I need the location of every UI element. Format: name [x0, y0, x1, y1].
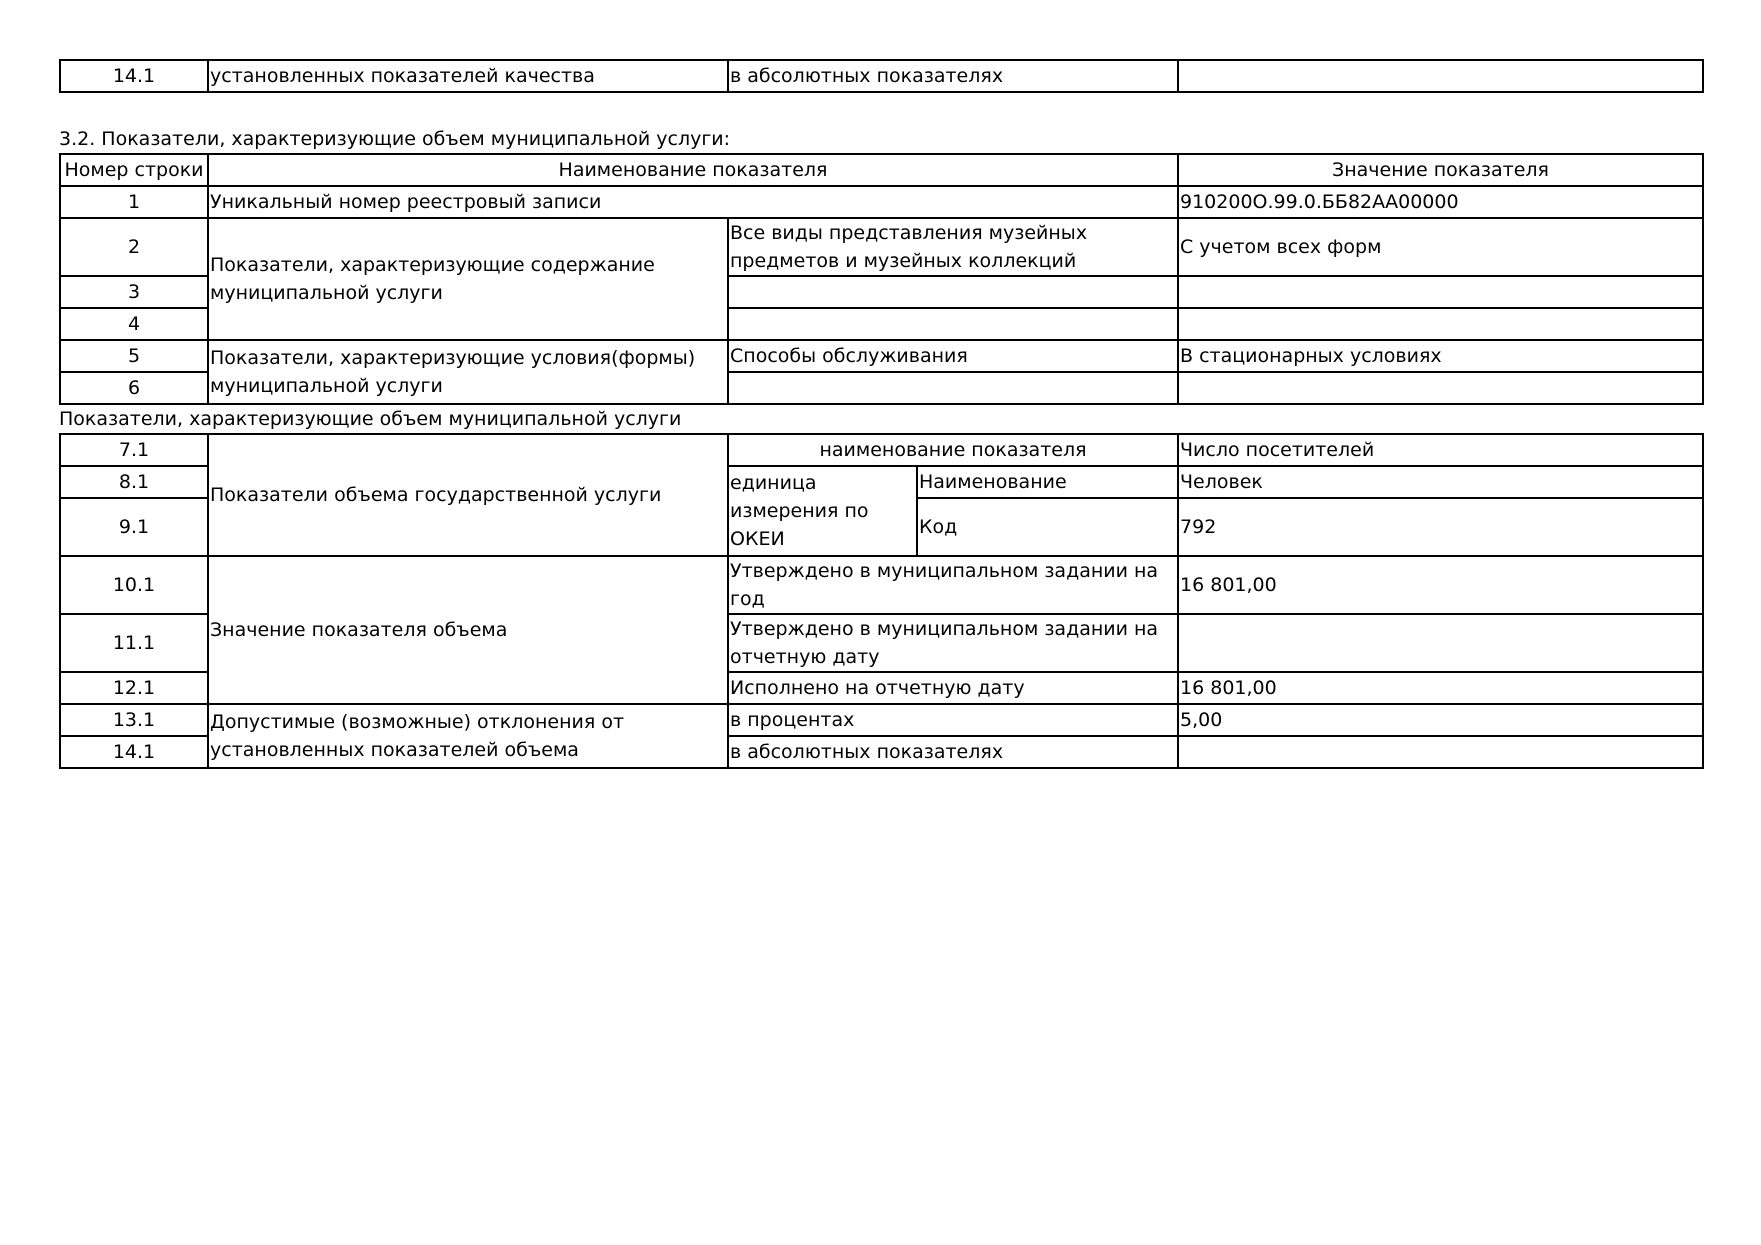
row-number: 10.1: [60, 556, 208, 614]
indicator-value: 792: [1178, 498, 1703, 556]
row-number: 2: [60, 218, 208, 276]
indicator-value: 16 801,00: [1178, 672, 1703, 704]
indicator-label: Утверждено в муниципальном задании на отчетную дату: [728, 614, 1178, 672]
row-number: 11.1: [60, 614, 208, 672]
table-row: [60, 218, 1703, 276]
volume-content-table: [59, 153, 1704, 405]
table-row: [60, 186, 1703, 218]
row-number: 1: [60, 186, 208, 218]
quality-table-tail: [59, 59, 1704, 93]
row-number: 5: [60, 340, 208, 372]
indicator-value: [1178, 736, 1703, 768]
table-row: [60, 556, 1703, 614]
header-indicator-value: Значение показателя: [1178, 154, 1703, 186]
indicator-value: С учетом всех форм: [1178, 218, 1703, 276]
volume-value-group: Значение показателя объема: [208, 556, 728, 704]
section-title: 3.2. Показатели, характеризующие объем муниципальной услуги:: [59, 128, 731, 150]
row-number: 6: [60, 372, 208, 404]
row-number: 7.1: [60, 434, 208, 466]
row-number: 3: [60, 276, 208, 308]
indicator-subname: [728, 372, 1178, 404]
deviation-group: Допустимые (возможные) отклонения от установленных показателей объема: [208, 704, 728, 768]
indicator-value: [1178, 276, 1703, 308]
indicator-name: Уникальный номер реестровый записи: [208, 186, 1178, 218]
indicator-label: в абсолютных показателях: [728, 736, 1178, 768]
row-number: 13.1: [60, 704, 208, 736]
subsection-title: Показатели, характеризующие объем муниципальной услуги: [59, 408, 682, 430]
row-number: 14.1: [60, 736, 208, 768]
table-row: [60, 60, 1703, 92]
indicator-label: Утверждено в муниципальном задании на год: [728, 556, 1178, 614]
content-indicators-group: Показатели, характеризующие содержание муниципальной услуги: [208, 218, 728, 340]
table-row: [60, 704, 1703, 736]
header-indicator-name: Наименование показателя: [208, 154, 1178, 186]
indicator-unit: в абсолютных показателях: [728, 60, 1178, 92]
indicator-label: Наименование: [917, 466, 1178, 498]
indicator-value: [1178, 308, 1703, 340]
indicator-value: В стационарных условиях: [1178, 340, 1703, 372]
indicator-subname: Все виды представления музейных предметов и музейных коллекций: [728, 218, 1178, 276]
indicator-value: [1178, 372, 1703, 404]
indicator-value: Человек: [1178, 466, 1703, 498]
indicator-label: Код: [917, 498, 1178, 556]
indicator-label: Исполнено на отчетную дату: [728, 672, 1178, 704]
indicator-subname: [728, 308, 1178, 340]
indicator-value: [1178, 614, 1703, 672]
indicator-value: 5,00: [1178, 704, 1703, 736]
conditions-indicators-group: Показатели, характеризующие условия(формы) муниципальной услуги: [208, 340, 728, 404]
row-number: 12.1: [60, 672, 208, 704]
volume-values-table: [59, 433, 1704, 769]
indicator-value: Число посетителей: [1178, 434, 1703, 466]
volume-indicators-group: Показатели объема государственной услуги: [208, 434, 728, 556]
indicator-value: [1178, 60, 1703, 92]
table-row: [60, 340, 1703, 372]
row-number: 4: [60, 308, 208, 340]
indicator-value: 16 801,00: [1178, 556, 1703, 614]
indicator-subname: [728, 276, 1178, 308]
table-row: [60, 434, 1703, 466]
header-row-number: Номер строки: [60, 154, 208, 186]
document-sheet: [59, 59, 1702, 769]
indicator-label: наименование показателя: [728, 434, 1178, 466]
row-number: 14.1: [60, 60, 208, 92]
row-number: 9.1: [60, 498, 208, 556]
indicator-label: в процентах: [728, 704, 1178, 736]
header-row: [60, 154, 1703, 186]
row-number: 8.1: [60, 466, 208, 498]
indicator-subname: Способы обслуживания: [728, 340, 1178, 372]
okei-unit-label: единица измерения по ОКЕИ: [728, 466, 917, 556]
indicator-value: 910200О.99.0.ББ82АА00000: [1178, 186, 1703, 218]
indicator-name: установленных показателей качества: [208, 60, 728, 92]
